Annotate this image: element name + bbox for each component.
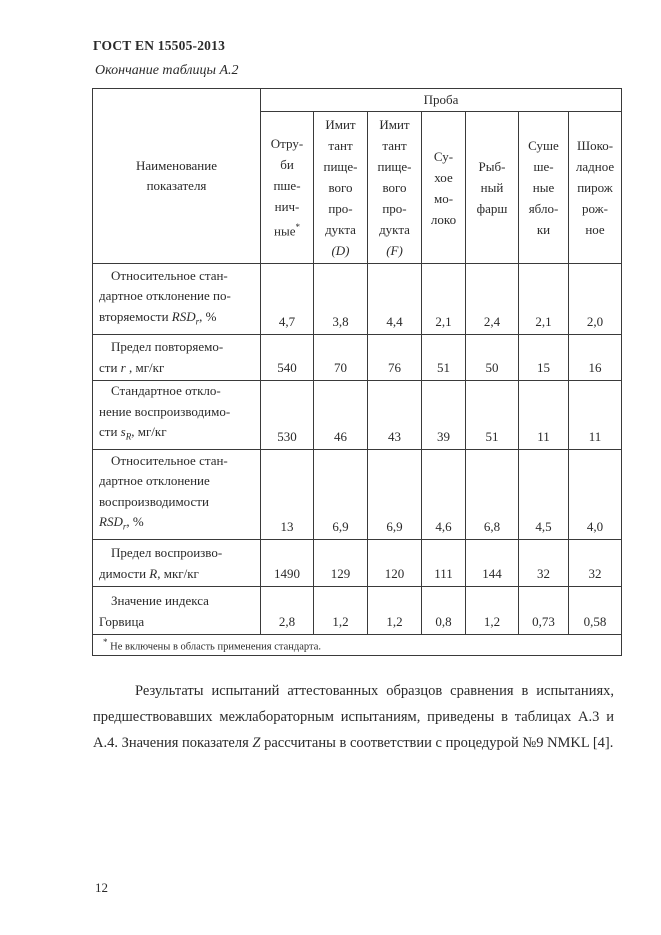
column-header-line: ладное [575, 159, 615, 174]
data-table [92, 88, 622, 656]
value-cell: 2,1 [422, 264, 466, 335]
row-label-subscript: r [122, 521, 127, 532]
value-cell: 76 [368, 335, 422, 381]
table-row [93, 264, 622, 335]
footnote [93, 635, 622, 656]
value-cell: 16 [569, 335, 622, 381]
row-label-line [99, 543, 256, 564]
value-cell: 32 [519, 540, 569, 587]
row-label-line [99, 286, 256, 307]
row-label-suffix: , мг/кг [125, 359, 165, 375]
column-header-line: Имит [325, 117, 356, 132]
value-cell: 11 [519, 381, 569, 450]
footnote-row [93, 635, 622, 656]
value-cell: 530 [261, 381, 314, 450]
row-label-line [99, 512, 256, 537]
row-label-text: дартное отклонение [99, 473, 210, 488]
row-label [93, 450, 261, 540]
row-label-text: нение воспроизводимо- [99, 403, 231, 419]
column-header-line: Рыб- [478, 159, 506, 174]
row-label-line [99, 358, 256, 379]
row-label-suffix: , % [199, 308, 217, 324]
row-label-text: Относительное стан- [111, 267, 228, 283]
column-header-line: пше- [273, 178, 301, 194]
row-label-line [99, 612, 256, 633]
column-header-line: Имит [379, 117, 410, 132]
row-label-line [99, 402, 256, 423]
column-header-line: локо [430, 211, 457, 227]
column-header-letter: (D) [331, 243, 350, 258]
row-label-suffix: , мг/кг [131, 424, 167, 439]
column-header-line: пирож [577, 180, 613, 195]
row-label-line [99, 591, 256, 612]
table-row [93, 381, 622, 450]
row-label-text: дартное отклонение по- [99, 288, 231, 304]
value-cell: 50 [466, 335, 519, 381]
row-label-symbol: r [120, 359, 126, 375]
row-label-text: Относительное стан- [111, 452, 228, 468]
row-label-line [99, 451, 256, 472]
value-cell: 39 [422, 381, 466, 450]
column-header-line: Су- [433, 148, 454, 164]
table-caption: Окончание таблицы А.2 [95, 63, 239, 78]
value-cell: 13 [261, 450, 314, 540]
column-header-line: вого [382, 180, 407, 195]
value-cell: 70 [314, 335, 368, 381]
footnote-text: Не включены в область применения стандарта. [107, 641, 321, 653]
column-header [466, 112, 519, 264]
row-label-text: вторяемости [99, 308, 172, 324]
paragraph-symbol: Z [252, 735, 261, 751]
row-label-text: Стандартное откло- [111, 383, 221, 398]
probe-header: Проба [261, 89, 622, 112]
value-cell: 111 [422, 540, 466, 587]
column-header-letter: (F) [386, 243, 403, 258]
value-cell: 144 [466, 540, 519, 587]
value-cell: 0,8 [422, 587, 466, 635]
column-header-line: тант [382, 138, 407, 153]
column-header-line: про- [382, 201, 407, 216]
row-label-symbol: R [149, 565, 158, 581]
value-cell: 6,9 [368, 450, 422, 540]
table-row [93, 335, 622, 381]
column-header-line [261, 217, 313, 241]
footnote-marker: * [295, 222, 300, 233]
page-number: 12 [95, 880, 108, 895]
value-cell: 0,58 [569, 587, 622, 635]
value-cell: 4,0 [569, 450, 622, 540]
column-header-line: тант [328, 138, 353, 153]
column-header-line: дукта [379, 222, 410, 237]
value-cell: 4,4 [368, 264, 422, 335]
row-label [93, 587, 261, 635]
column-header-line: хое [434, 169, 453, 185]
value-cell: 1,2 [314, 587, 368, 635]
table-row [93, 540, 622, 587]
document-header: ГОСТ EN 15505-2013 [93, 38, 226, 53]
column-header [314, 112, 368, 264]
column-header-line: ки [536, 222, 551, 237]
row-label-text: Предел воспроизво- [111, 545, 223, 561]
table-row [93, 450, 622, 540]
value-cell: 2,0 [569, 264, 622, 335]
column-header-line: Отру- [270, 136, 304, 152]
column-header-line: фарш [476, 201, 508, 216]
value-cell: 51 [466, 381, 519, 450]
column-header-line: Суше [528, 138, 559, 153]
value-cell: 0,73 [519, 587, 569, 635]
value-cell: 11 [569, 381, 622, 450]
column-header [261, 112, 314, 264]
column-header-line: Шоко- [576, 138, 614, 153]
row-label [93, 381, 261, 450]
column-header [519, 112, 569, 264]
column-header-line: мо- [433, 190, 454, 206]
column-header-line: дукта [325, 222, 356, 237]
value-cell: 2,1 [519, 264, 569, 335]
value-cell: 2,4 [466, 264, 519, 335]
footnote-marker: * [103, 637, 108, 648]
row-label-text: димости [99, 565, 150, 581]
row-label-line [99, 266, 256, 287]
name-header-cell [93, 89, 261, 264]
body-paragraph [93, 678, 614, 756]
column-header-line: пище- [377, 159, 412, 174]
value-cell: 4,7 [261, 264, 314, 335]
column-header [368, 112, 422, 264]
column-header [569, 112, 622, 264]
column-header [422, 112, 466, 264]
row-label-line [99, 307, 256, 332]
row-label-subscript: r [195, 316, 200, 327]
name-header-line: Наименование [136, 158, 217, 173]
table-row [93, 587, 622, 635]
column-header-line: ное [585, 222, 605, 237]
value-cell: 51 [422, 335, 466, 381]
column-header-line: нич- [274, 199, 300, 215]
value-cell: 1,2 [466, 587, 519, 635]
row-label-subscript: R [125, 431, 132, 442]
value-cell: 2,8 [261, 587, 314, 635]
row-label-text: сти [99, 359, 121, 375]
row-label [93, 540, 261, 587]
value-cell: 46 [314, 381, 368, 450]
value-cell: 120 [368, 540, 422, 587]
name-header-line: показателя [146, 178, 207, 193]
row-label-text: воспроизводимости [99, 493, 209, 509]
paragraph-part2: рассчитаны в соответствии с процедурой №9 NMKL [4]. [260, 735, 614, 751]
column-header-line: би [280, 157, 294, 173]
column-header-line: вого [328, 180, 353, 195]
row-label-text: Предел повторяемо- [111, 339, 224, 354]
column-header-line: ные [532, 180, 555, 195]
row-label-symbol: RSD [171, 308, 196, 324]
value-cell: 1,2 [368, 587, 422, 635]
row-label-symbol: RSD [99, 514, 123, 529]
row-label [93, 264, 261, 335]
value-cell: 540 [261, 335, 314, 381]
row-label-text: сти [99, 424, 121, 439]
value-cell: 1490 [261, 540, 314, 587]
value-cell: 6,9 [314, 450, 368, 540]
row-label-line [99, 492, 256, 513]
row-label [93, 335, 261, 381]
column-header-line-text: ные [274, 223, 296, 239]
row-label-line [99, 337, 256, 358]
row-label-text: Горвица [99, 613, 145, 629]
column-header-line: пище- [323, 159, 358, 174]
row-label-text: Значение индекса [111, 593, 209, 609]
value-cell: 32 [569, 540, 622, 587]
row-label-suffix: , мкг/кг [157, 565, 199, 581]
row-label-line [99, 381, 256, 402]
value-cell: 6,8 [466, 450, 519, 540]
value-cell: 4,5 [519, 450, 569, 540]
column-header-line: про- [328, 201, 353, 216]
row-label-line [99, 564, 256, 585]
value-cell: 15 [519, 335, 569, 381]
column-header-line: рож- [582, 201, 608, 216]
paragraph-part1: Результаты испытаний аттестованных образцов сравнения в испытаниях, предшествовавших межлабораторным испытаниям, приведены в таблицах А.3 и А.4. Значения показателя [93, 683, 614, 751]
row-label-line [99, 422, 256, 447]
row-label-suffix: , % [126, 514, 144, 529]
value-cell: 4,6 [422, 450, 466, 540]
row-label-line [99, 471, 256, 492]
value-cell: 43 [368, 381, 422, 450]
row-label-symbol: s [120, 424, 126, 439]
value-cell: 129 [314, 540, 368, 587]
column-header-line: ше- [533, 159, 554, 174]
value-cell: 3,8 [314, 264, 368, 335]
column-header-line: ябло- [528, 201, 559, 216]
column-header-line: ный [480, 180, 504, 195]
